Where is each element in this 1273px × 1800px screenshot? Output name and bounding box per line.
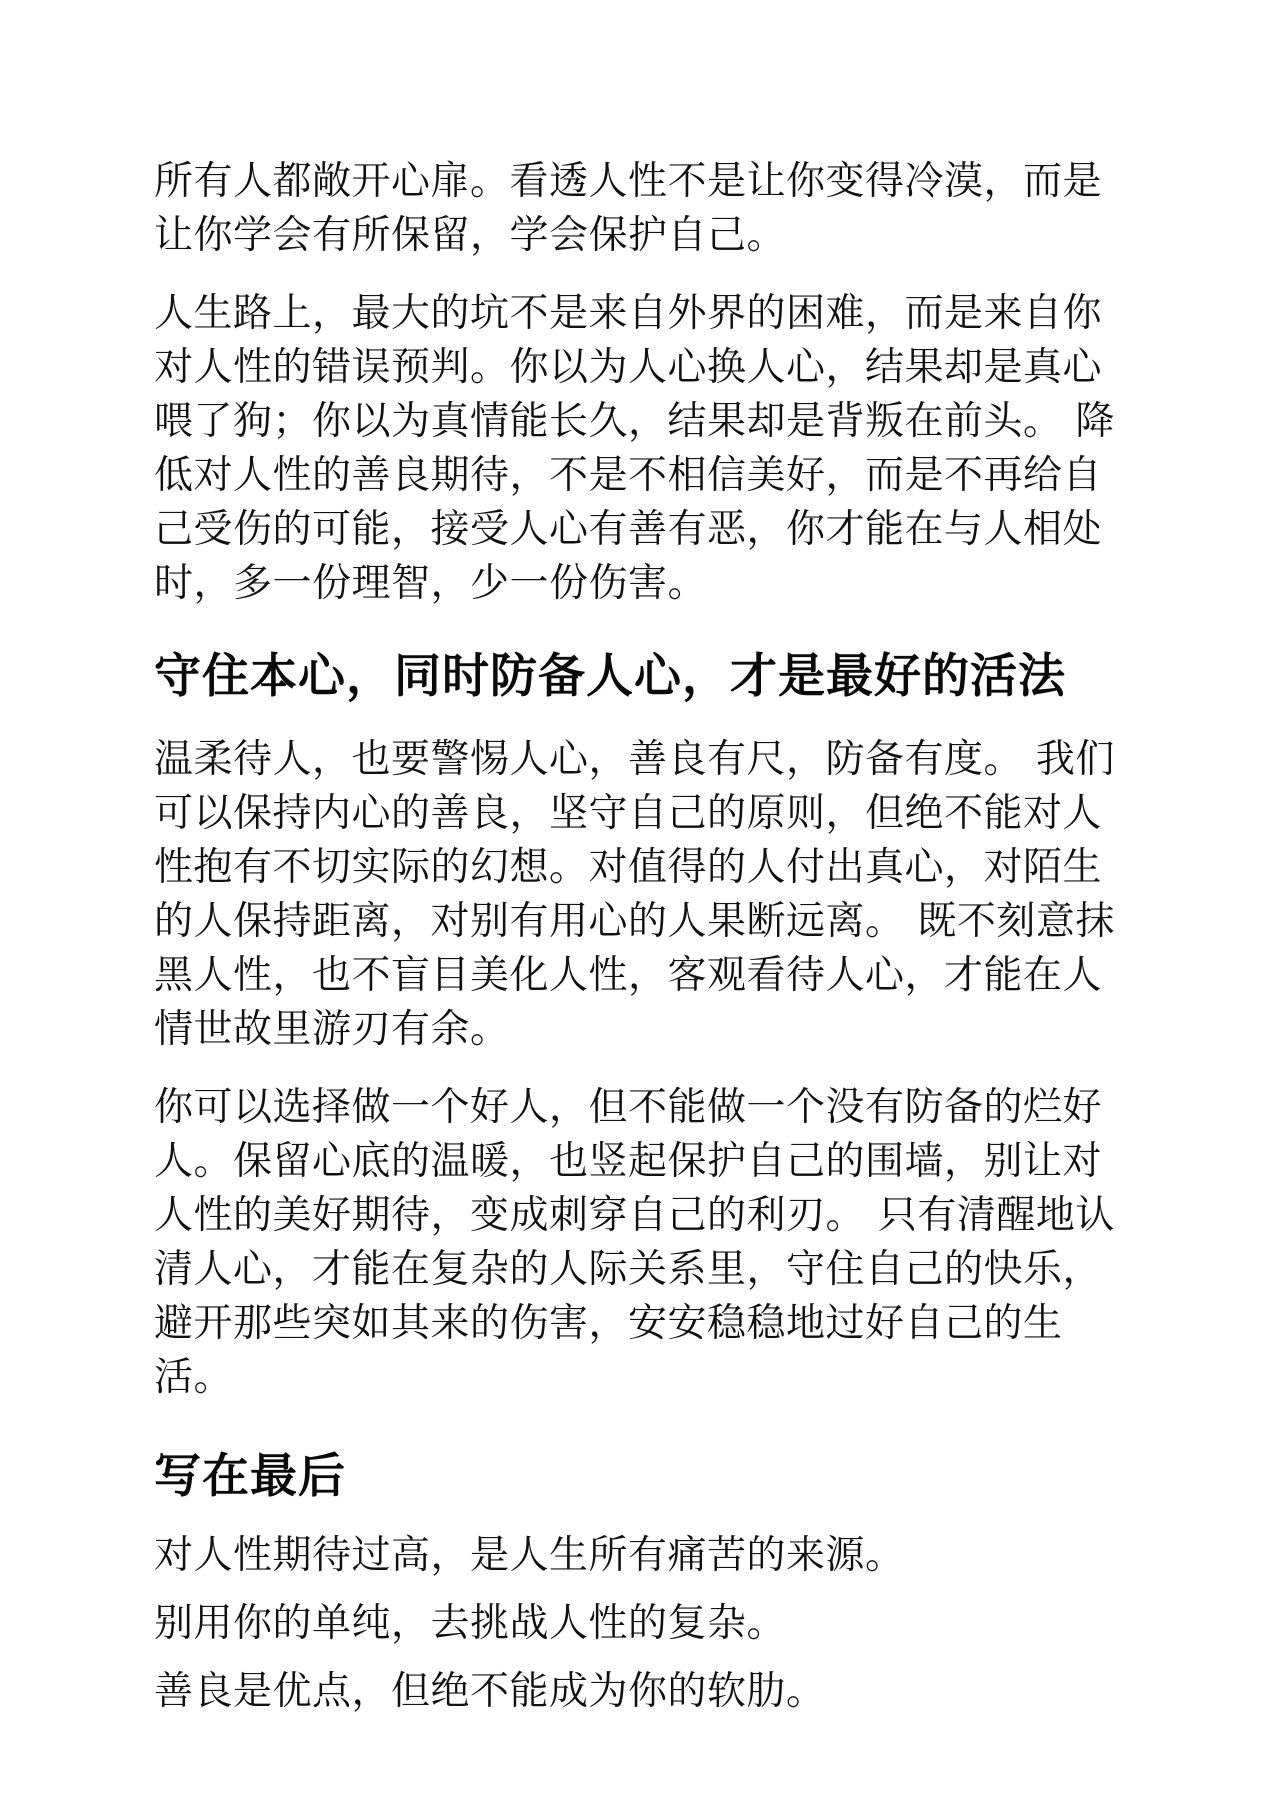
document-page <box>154 155 1124 1719</box>
section-heading: 写在最后 <box>154 1449 346 1504</box>
closing-line: 善良是优点，但绝不能成为你的软肋。 <box>154 1669 826 1714</box>
section-heading: 守住本心，同时防备人心，才是最好的活法 <box>154 649 1066 704</box>
closing-line: 对人性期待过高，是人生所有痛苦的来源。 <box>154 1533 905 1578</box>
paragraph: 你可以选择做一个好人，但不能做一个没有防备的烂好人。保留心底的温暖，也竖起保护自己的围墙，别让对人性的美好期待，变成刺穿自己的利刃。 只有清醒地认清人心，才能在复杂的人际关系里，守住自己的快乐，避开那些突如其来的伤害，安安稳稳地过好自己的生活。 <box>154 1085 1115 1400</box>
paragraph: 人生路上，最大的坑不是来自外界的困难，而是来自你对人性的错误预判。你以为人心换人心，结果却是真心喂了狗；你以为真情能长久，结果却是背叛在前头。 降低对人性的善良期待，不是不相信美好，而是不再给自己受伤的可能，接受人心有善有恶，你才能在与人相处时，多一份理智，少一份伤害。 <box>154 291 1115 606</box>
paragraph: 温柔待人，也要警惕人心，善良有尺，防备有度。 我们可以保持内心的善良，坚守自己的原则，但绝不能对人性抱有不切实际的幻想。对值得的人付出真心，对陌生的人保持距离，对别有用心的人果断远离。 既不刻意抹黑人性，也不盲目美化人性，客观看待人心，才能在人情世故里游刃有余。 <box>154 737 1115 1052</box>
paragraph: 所有人都敞开心扉。看透人性不是让你变得冷漠，而是让你学会有所保留，学会保护自己。 <box>154 159 1103 258</box>
closing-line: 别用你的单纯，去挑战人性的复杂。 <box>154 1601 787 1646</box>
